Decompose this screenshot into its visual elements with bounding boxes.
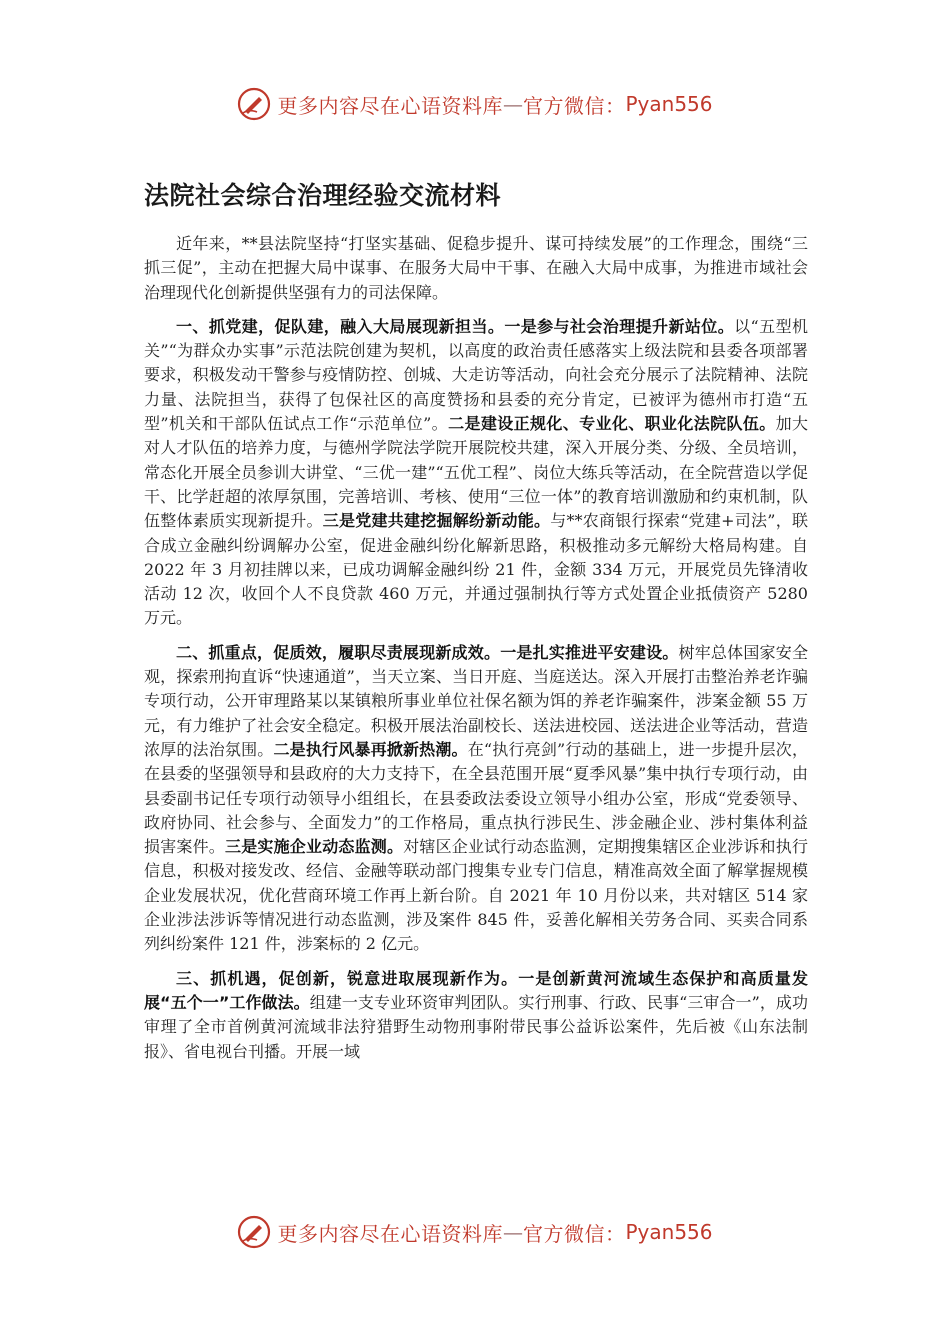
section-2-point-1-text: 树牢总体国家安全观，探索刑拘直诉“快速通道”，当天立案、当日开庭、当庭送达。深入开展打击整治养老诈骗专项行动，公开审理路某以某镇粮所事业单位社保名额为饵的养老诈骗案件，涉案金额 55 万元，有力维护了社会安全稳定。积极开展法治副校长、送法进校园、送法进企业等活动，营造浓厚的法治氛围。 [144,642,808,759]
section-2-point-3-heading: 三是实施企业动态监测。 [225,837,404,857]
intro-paragraph: 近年来，**县法院坚持“打坚实基础、促稳步提升、谋可持续发展”的工作理念，围绕“三抓三促”，主动在把握大局中谋事、在服务大局中干事、在融入大局中成事，为推进市域社会治理现代化创新提供坚强有力的司法保障。 [144,234,808,302]
section-2-heading: 二、抓重点，促质效，履职尽责展现新成效。 [176,642,501,662]
banner-site-text: 更多内容尽在心语资料库 [277,93,503,118]
footer-wechat-label: 官方微信： [522,1221,626,1246]
footer-wechat-id: Pyan556 [625,1220,713,1244]
section-1-point-2-text: 加大对人才队伍的培养力度，与德州学院法学院开展院校共建，深入开展分类、分级、全员培训，常态化开展全员参训大讲堂、“三优一建”“五优工程”、岗位大练兵等活动，在全院营造以学促干、比学赶超的浓厚氛围，完善培训、考核、使用“三位一体”的教育培训激励和约束机制，队伍整体素质实现新提升。 [144,414,808,531]
document-title: 法院社会综合治理经验交流材料 [144,181,502,210]
header-banner [0,84,950,124]
footer-dash: — [502,1220,523,1244]
footer-site-text: 更多内容尽在心语资料库 [277,1221,503,1246]
document-body [144,232,808,1074]
section-3-paragraph [144,967,808,1064]
pen-on-paper-icon [237,1215,271,1249]
section-1-point-2-heading: 二是建设正规化、专业化、职业化法院队伍。 [448,414,776,434]
banner-dash: — [502,92,523,116]
section-3-point-1-heading: 一是创新黄河流域生态保护和高质量发展“五个一”工作做法。 [144,968,808,1012]
footer-banner [0,1212,950,1252]
section-3-point-1-text: 组建一支专业环资审判团队。实行刑事、行政、民事“三审合一”，成功审理了全市首例黄河流域非法狩猎野生动物刑事附带民事公益诉讼案件，先后被《山东法制报》、省电视台刊播。开展一域 [144,992,808,1061]
section-2-point-2-text: 在“执行亮剑”行动的基础上，进一步提升层次，在县委的坚强领导和县政府的大力支持下，在全县范围开展“夏季风暴”集中执行专项行动，由县委副书记任专项行动领导小组组长，在县委政法委设立领导小组办公室，形成“党委领导、政府协同、社会参与、全面发力”的工作格局，重点执行涉民生、涉金融企业、涉村集体利益损害案件。 [144,739,808,857]
section-2-point-3-text: 对辖区企业试行动态监测，定期搜集辖区企业涉诉和执行信息，积极对接发改、经信、金融等联动部门搜集专业专门信息，精准高效全面了解掌握规模企业发展状况，优化营商环境工作再上新台阶。自 2021 年 10 月份以来，共对辖区 514 家企业涉法涉诉等情况进行动态监测，涉及案件 845 件，妥善化解相关劳务合同、买卖合同系列纠纷案件 121 件，涉案标的 2 亿元。 [144,837,808,954]
section-1-heading: 一、抓党建，促队建，融入大局展现新担当。 [176,316,505,336]
pen-on-paper-icon [237,87,271,121]
banner-wechat-label: 官方微信： [522,93,626,118]
section-1-point-1-heading: 一是参与社会治理提升新站位。 [504,316,735,336]
section-1-paragraph [144,315,808,631]
section-1-point-3-heading: 三是党建共建挖掘解纷新动能。 [322,511,551,531]
banner-wechat-id: Pyan556 [625,92,713,116]
section-1-point-3-text: 与**农商银行探索“党建+司法”，联合成立金融纠纷调解办公室，促进金融纠纷化解新思路，积极推动多元解纷大格局构建。自 2022 年 3 月初挂牌以来，已成功调解金融纠纷 21 件，金额 334 万元，开展党员先锋清收活动 12 次，收回个人不良贷款 460 万元，并通过强制执行等方式处置企业抵债资产 5280 万元。 [144,511,808,628]
section-2-point-1-heading: 一是扎实推进平安建设。 [500,642,679,662]
section-1-point-1-text: 以“五型机关”“为群众办实事”示范法院创建为契机，以高度的政治责任感落实上级法院和县委各项部署要求，积极发动干警参与疫情防控、创城、大走访等活动，向社会充分展示了法院精神、法院力量、法院担当，获得了包保社区的高度赞扬和县委的充分肯定，已被评为德州市打造“五型”机关和干部队伍试点工作“示范单位”。 [144,316,808,434]
section-3-heading: 三、抓机遇，促创新，锐意进取展现新作为。 [176,968,519,988]
section-2-paragraph [144,641,808,957]
section-2-point-2-heading: 二是执行风暴再掀新热潮。 [273,739,468,759]
